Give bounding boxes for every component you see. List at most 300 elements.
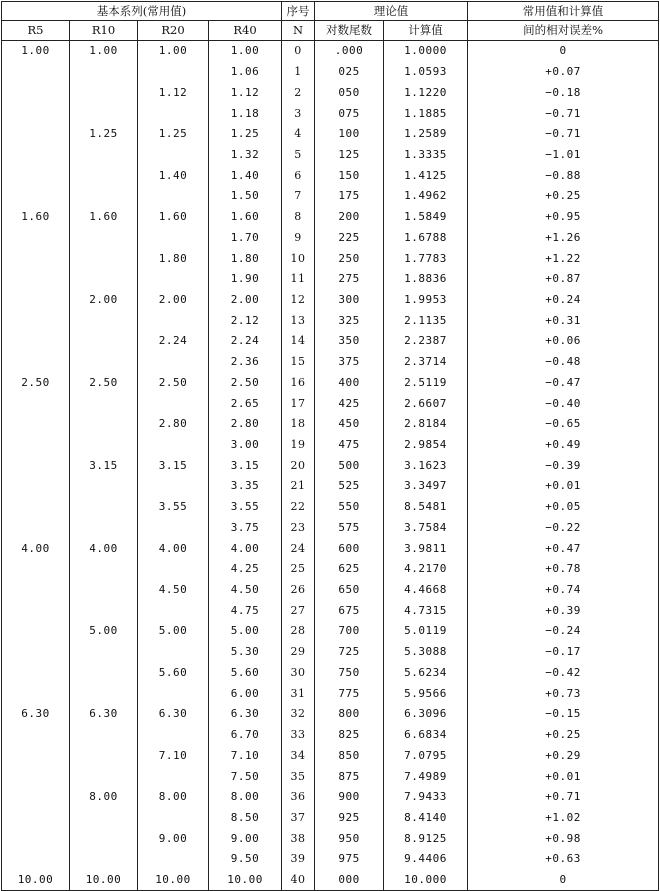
cell-r40: 3.15	[209, 455, 282, 476]
cell-r10	[70, 82, 138, 103]
table-row	[2, 352, 659, 373]
cell-r10	[70, 62, 138, 83]
cell-calc: 4.7315	[384, 600, 468, 621]
cell-calc: 1.1220	[384, 82, 468, 103]
cell-r5	[2, 124, 70, 145]
cell-mantissa: 950	[315, 828, 384, 849]
table-row	[2, 704, 659, 725]
cell-error: +1.22	[468, 248, 659, 269]
cell-mantissa: 250	[315, 248, 384, 269]
table-row	[2, 41, 659, 62]
cell-r10	[70, 828, 138, 849]
cell-r20: 10.00	[138, 870, 209, 891]
cell-r5	[2, 352, 70, 373]
cell-r40: 1.50	[209, 186, 282, 207]
table-row	[2, 103, 659, 124]
cell-r5	[2, 725, 70, 746]
cell-r20: 2.50	[138, 373, 209, 394]
cell-r20: 6.30	[138, 704, 209, 725]
cell-calc: 7.9433	[384, 787, 468, 808]
cell-error: −0.15	[468, 704, 659, 725]
cell-mantissa: 675	[315, 600, 384, 621]
header-basic-series: 基本系列(常用值)	[2, 2, 282, 21]
cell-r40: 2.65	[209, 393, 282, 414]
cell-r40: 1.12	[209, 82, 282, 103]
cell-r40: 1.25	[209, 124, 282, 145]
cell-seq-n: 4	[282, 124, 315, 145]
cell-calc: 5.0119	[384, 621, 468, 642]
cell-mantissa: 325	[315, 310, 384, 331]
cell-error: +0.73	[468, 683, 659, 704]
cell-r5	[2, 683, 70, 704]
cell-r10	[70, 663, 138, 684]
cell-r10	[70, 352, 138, 373]
cell-r20: 1.40	[138, 165, 209, 186]
cell-r10	[70, 145, 138, 166]
cell-error: +0.87	[468, 269, 659, 290]
cell-calc: 2.6607	[384, 393, 468, 414]
cell-r10: 8.00	[70, 787, 138, 808]
cell-r40: 2.36	[209, 352, 282, 373]
cell-r40: 9.00	[209, 828, 282, 849]
cell-r5	[2, 248, 70, 269]
cell-r40: 10.00	[209, 870, 282, 891]
table-row	[2, 621, 659, 642]
cell-mantissa: 650	[315, 580, 384, 601]
cell-r20	[138, 227, 209, 248]
cell-r20: 1.80	[138, 248, 209, 269]
table-row	[2, 62, 659, 83]
cell-r5	[2, 849, 70, 870]
cell-r20	[138, 766, 209, 787]
cell-r10: 1.60	[70, 207, 138, 228]
cell-calc: 5.3088	[384, 642, 468, 663]
cell-r20: 8.00	[138, 787, 209, 808]
cell-r5	[2, 808, 70, 829]
table-row	[2, 808, 659, 829]
cell-calc: 1.5849	[384, 207, 468, 228]
cell-r10: 4.00	[70, 538, 138, 559]
cell-r5	[2, 476, 70, 497]
header-error-line2: 间的相对误差%	[468, 21, 659, 41]
cell-r40: 8.50	[209, 808, 282, 829]
header-theory: 理论值	[315, 2, 468, 21]
cell-r5: 10.00	[2, 870, 70, 891]
table-row	[2, 310, 659, 331]
cell-r5	[2, 269, 70, 290]
cell-r40: 6.70	[209, 725, 282, 746]
cell-r5	[2, 663, 70, 684]
cell-mantissa: 400	[315, 373, 384, 394]
cell-r20: 7.10	[138, 745, 209, 766]
table-row	[2, 207, 659, 228]
cell-r10: 6.30	[70, 704, 138, 725]
cell-r5	[2, 186, 70, 207]
cell-error: +0.05	[468, 497, 659, 518]
cell-seq-n: 12	[282, 290, 315, 311]
cell-error: −0.42	[468, 663, 659, 684]
cell-r20: 4.50	[138, 580, 209, 601]
cell-calc: 1.0593	[384, 62, 468, 83]
cell-error: −0.71	[468, 103, 659, 124]
cell-mantissa: 825	[315, 725, 384, 746]
cell-seq-n: 37	[282, 808, 315, 829]
cell-r20	[138, 849, 209, 870]
cell-calc: 7.0795	[384, 745, 468, 766]
cell-r20	[138, 518, 209, 539]
cell-seq-n: 23	[282, 518, 315, 539]
cell-seq-n: 1	[282, 62, 315, 83]
cell-error: +0.63	[468, 849, 659, 870]
cell-mantissa: 150	[315, 165, 384, 186]
cell-error: −0.47	[468, 373, 659, 394]
table-row	[2, 663, 659, 684]
cell-r10: 3.15	[70, 455, 138, 476]
table-row	[2, 766, 659, 787]
cell-error: +0.31	[468, 310, 659, 331]
cell-r40: 1.18	[209, 103, 282, 124]
cell-calc: 1.0000	[384, 41, 468, 62]
cell-error: +0.39	[468, 600, 659, 621]
cell-mantissa: 425	[315, 393, 384, 414]
cell-seq-n: 25	[282, 559, 315, 580]
cell-r5	[2, 621, 70, 642]
table-row	[2, 186, 659, 207]
cell-seq-n: 35	[282, 766, 315, 787]
cell-r40: 1.70	[209, 227, 282, 248]
table-row	[2, 227, 659, 248]
table-row	[2, 497, 659, 518]
cell-error: −0.39	[468, 455, 659, 476]
cell-seq-n: 8	[282, 207, 315, 228]
cell-r40: 1.06	[209, 62, 282, 83]
cell-r10	[70, 580, 138, 601]
cell-r40: 1.40	[209, 165, 282, 186]
cell-r20	[138, 186, 209, 207]
cell-r20	[138, 808, 209, 829]
cell-r40: 9.50	[209, 849, 282, 870]
cell-r10	[70, 393, 138, 414]
table-row	[2, 124, 659, 145]
cell-error: +0.25	[468, 725, 659, 746]
cell-r5	[2, 600, 70, 621]
cell-seq-n: 39	[282, 849, 315, 870]
cell-r10: 2.50	[70, 373, 138, 394]
cell-r40: 1.90	[209, 269, 282, 290]
cell-error: −1.01	[468, 145, 659, 166]
cell-mantissa: 100	[315, 124, 384, 145]
cell-mantissa: 225	[315, 227, 384, 248]
cell-r5	[2, 497, 70, 518]
cell-seq-n: 20	[282, 455, 315, 476]
cell-error: +1.02	[468, 808, 659, 829]
cell-r20	[138, 393, 209, 414]
cell-seq-n: 38	[282, 828, 315, 849]
cell-r10	[70, 600, 138, 621]
cell-error: −0.22	[468, 518, 659, 539]
cell-seq-n: 9	[282, 227, 315, 248]
cell-calc: 2.2387	[384, 331, 468, 352]
table-row	[2, 828, 659, 849]
cell-r5	[2, 165, 70, 186]
cell-r20: 3.55	[138, 497, 209, 518]
cell-r10	[70, 497, 138, 518]
cell-mantissa: 025	[315, 62, 384, 83]
cell-calc: 1.7783	[384, 248, 468, 269]
cell-r20: 3.15	[138, 455, 209, 476]
cell-r5	[2, 766, 70, 787]
cell-error: +0.78	[468, 559, 659, 580]
header-r10: R10	[70, 21, 138, 41]
cell-error: +0.95	[468, 207, 659, 228]
cell-seq-n: 36	[282, 787, 315, 808]
cell-r10	[70, 248, 138, 269]
table-row	[2, 248, 659, 269]
cell-calc: 2.8184	[384, 414, 468, 435]
cell-seq-n: 7	[282, 186, 315, 207]
cell-error: +0.07	[468, 62, 659, 83]
cell-calc: 1.8836	[384, 269, 468, 290]
cell-seq-n: 22	[282, 497, 315, 518]
cell-error: −0.24	[468, 621, 659, 642]
cell-r20	[138, 269, 209, 290]
cell-r40: 6.00	[209, 683, 282, 704]
cell-seq-n: 16	[282, 373, 315, 394]
cell-mantissa: 475	[315, 435, 384, 456]
cell-r5: 1.60	[2, 207, 70, 228]
cell-r5	[2, 145, 70, 166]
cell-calc: 5.9566	[384, 683, 468, 704]
table-row	[2, 414, 659, 435]
cell-r5	[2, 580, 70, 601]
cell-r10	[70, 476, 138, 497]
cell-error: +0.06	[468, 331, 659, 352]
cell-seq-n: 17	[282, 393, 315, 414]
cell-error: −0.18	[468, 82, 659, 103]
cell-r40: 6.30	[209, 704, 282, 725]
cell-r10	[70, 559, 138, 580]
cell-mantissa: .000	[315, 41, 384, 62]
cell-r10	[70, 227, 138, 248]
cell-mantissa: 525	[315, 476, 384, 497]
cell-r5	[2, 393, 70, 414]
cell-seq-n: 5	[282, 145, 315, 166]
cell-seq-n: 11	[282, 269, 315, 290]
header-seq-n: N	[282, 21, 315, 41]
cell-r40: 5.30	[209, 642, 282, 663]
cell-r20: 9.00	[138, 828, 209, 849]
cell-r20: 5.60	[138, 663, 209, 684]
cell-calc: 2.1135	[384, 310, 468, 331]
cell-calc: 3.9811	[384, 538, 468, 559]
table-row	[2, 269, 659, 290]
cell-r5	[2, 787, 70, 808]
cell-calc: 3.7584	[384, 518, 468, 539]
cell-r40: 1.80	[209, 248, 282, 269]
cell-error: +1.26	[468, 227, 659, 248]
cell-seq-n: 30	[282, 663, 315, 684]
cell-r20: 1.12	[138, 82, 209, 103]
cell-r20	[138, 62, 209, 83]
cell-error: +0.01	[468, 476, 659, 497]
cell-calc: 1.4125	[384, 165, 468, 186]
cell-calc: 2.3714	[384, 352, 468, 373]
cell-r10	[70, 745, 138, 766]
header-r40: R40	[209, 21, 282, 41]
cell-r40: 2.80	[209, 414, 282, 435]
table-row	[2, 331, 659, 352]
cell-r20	[138, 559, 209, 580]
cell-error: +0.74	[468, 580, 659, 601]
cell-r5: 4.00	[2, 538, 70, 559]
cell-mantissa: 900	[315, 787, 384, 808]
cell-error: +0.01	[468, 766, 659, 787]
cell-calc: 1.9953	[384, 290, 468, 311]
table-row	[2, 745, 659, 766]
cell-seq-n: 32	[282, 704, 315, 725]
cell-mantissa: 925	[315, 808, 384, 829]
cell-r20	[138, 600, 209, 621]
table-header	[2, 2, 659, 41]
cell-error: −0.71	[468, 124, 659, 145]
cell-r40: 3.75	[209, 518, 282, 539]
cell-r40: 1.60	[209, 207, 282, 228]
table-row	[2, 455, 659, 476]
cell-seq-n: 24	[282, 538, 315, 559]
cell-mantissa: 550	[315, 497, 384, 518]
cell-seq-n: 3	[282, 103, 315, 124]
cell-mantissa: 300	[315, 290, 384, 311]
cell-error: 0	[468, 870, 659, 891]
cell-r40: 5.00	[209, 621, 282, 642]
table-row	[2, 518, 659, 539]
cell-error: +0.24	[468, 290, 659, 311]
cell-r5: 2.50	[2, 373, 70, 394]
cell-r10	[70, 642, 138, 663]
table-row	[2, 849, 659, 870]
cell-r5	[2, 455, 70, 476]
cell-r5	[2, 331, 70, 352]
cell-calc: 8.9125	[384, 828, 468, 849]
cell-r5	[2, 103, 70, 124]
cell-calc: 1.6788	[384, 227, 468, 248]
cell-calc: 2.9854	[384, 435, 468, 456]
cell-r20: 2.24	[138, 331, 209, 352]
cell-r5	[2, 290, 70, 311]
cell-mantissa: 725	[315, 642, 384, 663]
cell-seq-n: 0	[282, 41, 315, 62]
cell-error: 0	[468, 41, 659, 62]
cell-r10: 2.00	[70, 290, 138, 311]
cell-r10	[70, 269, 138, 290]
cell-r10: 1.25	[70, 124, 138, 145]
cell-r5	[2, 559, 70, 580]
cell-seq-n: 15	[282, 352, 315, 373]
cell-seq-n: 40	[282, 870, 315, 891]
cell-error: −0.48	[468, 352, 659, 373]
cell-r40: 2.24	[209, 331, 282, 352]
cell-mantissa: 575	[315, 518, 384, 539]
cell-calc: 8.4140	[384, 808, 468, 829]
table-row	[2, 600, 659, 621]
cell-r40: 2.00	[209, 290, 282, 311]
table-row	[2, 82, 659, 103]
cell-r5	[2, 435, 70, 456]
header-r5: R5	[2, 21, 70, 41]
cell-calc: 1.4962	[384, 186, 468, 207]
cell-r10	[70, 725, 138, 746]
cell-r5	[2, 642, 70, 663]
cell-error: +0.98	[468, 828, 659, 849]
cell-r20	[138, 683, 209, 704]
cell-calc: 6.3096	[384, 704, 468, 725]
cell-calc: 3.3497	[384, 476, 468, 497]
table-row	[2, 145, 659, 166]
cell-r40: 4.50	[209, 580, 282, 601]
cell-r5	[2, 828, 70, 849]
cell-mantissa: 200	[315, 207, 384, 228]
cell-calc: 3.1623	[384, 455, 468, 476]
table-row	[2, 393, 659, 414]
cell-r10	[70, 683, 138, 704]
table-row	[2, 476, 659, 497]
cell-r10	[70, 310, 138, 331]
cell-r20	[138, 642, 209, 663]
table-row	[2, 787, 659, 808]
cell-mantissa: 700	[315, 621, 384, 642]
cell-r40: 7.10	[209, 745, 282, 766]
cell-r20	[138, 435, 209, 456]
cell-error: +0.25	[468, 186, 659, 207]
cell-r40: 8.00	[209, 787, 282, 808]
cell-r5	[2, 82, 70, 103]
cell-r10	[70, 331, 138, 352]
cell-seq-n: 2	[282, 82, 315, 103]
cell-calc: 7.4989	[384, 766, 468, 787]
header-r20: R20	[138, 21, 209, 41]
cell-r5	[2, 310, 70, 331]
cell-mantissa: 850	[315, 745, 384, 766]
cell-r40: 4.00	[209, 538, 282, 559]
cell-seq-n: 14	[282, 331, 315, 352]
cell-seq-n: 10	[282, 248, 315, 269]
cell-r20	[138, 310, 209, 331]
cell-r20	[138, 352, 209, 373]
preferred-numbers-table	[1, 1, 659, 891]
cell-error: −0.88	[468, 165, 659, 186]
cell-r40: 1.32	[209, 145, 282, 166]
cell-seq-n: 19	[282, 435, 315, 456]
cell-mantissa: 500	[315, 455, 384, 476]
header-calc: 计算值	[384, 21, 468, 41]
header-mantissa: 对数尾数	[315, 21, 384, 41]
cell-mantissa: 075	[315, 103, 384, 124]
cell-calc: 6.6834	[384, 725, 468, 746]
cell-mantissa: 450	[315, 414, 384, 435]
cell-mantissa: 975	[315, 849, 384, 870]
cell-calc: 1.2589	[384, 124, 468, 145]
cell-calc: 4.2170	[384, 559, 468, 580]
cell-r10	[70, 435, 138, 456]
cell-r40: 2.50	[209, 373, 282, 394]
cell-calc: 1.1885	[384, 103, 468, 124]
cell-r40: 1.00	[209, 41, 282, 62]
header-seq-top: 序号	[282, 2, 315, 21]
cell-r5	[2, 414, 70, 435]
cell-mantissa: 375	[315, 352, 384, 373]
cell-error: −0.40	[468, 393, 659, 414]
cell-mantissa: 750	[315, 663, 384, 684]
